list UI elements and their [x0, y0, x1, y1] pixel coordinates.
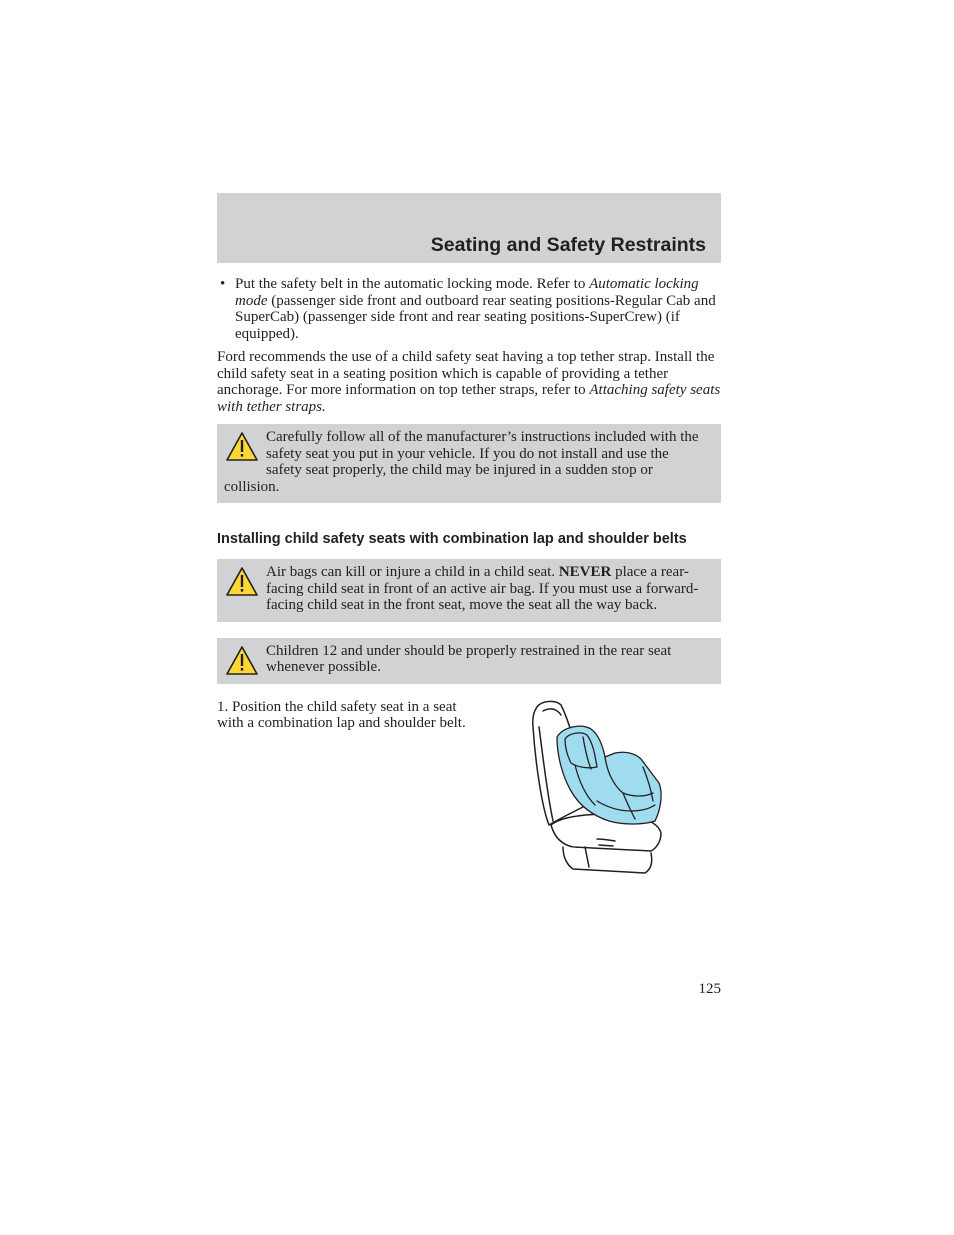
- warning-box-1: [217, 424, 721, 503]
- warning-triangle-icon: [224, 645, 260, 677]
- warning-2-text-continued: place a rear-facing child seat in front of an active air bag. If you must use a forward-facing child seat in the front seat, move the seat all the way back.: [266, 564, 699, 613]
- warning-2-text: Air bags can kill or injure a child in a child seat.: [266, 564, 559, 580]
- step-row: [217, 699, 721, 889]
- step-1-text: 1. Position the child safety seat in a seat with a combination lap and shoulder belt.: [217, 698, 466, 731]
- paragraph-tether-text: Ford recommends the use of a child safety seat having a top tether strap. Install the child safety seat in a seating position which is capable of providing a tether anchorage. For more information on top tether straps, refer to: [217, 349, 715, 398]
- bullet-item: [217, 276, 721, 342]
- warning-3-text: Children 12 and under should be properly restrained in the rear seat whenever possible.: [266, 642, 672, 675]
- section-heading: Installing child safety seats with combination lap and shoulder belts: [217, 531, 687, 547]
- warning-triangle-icon: [224, 566, 260, 598]
- warning-1-text: Carefully follow all of the manufacturer’s instructions included with the safety seat you put in your vehicle. If you do not install and use the safety seat properly, the child may be injured in a sudden stop or collision.: [224, 429, 699, 495]
- bullet-dot-icon: •: [220, 276, 226, 292]
- warning-triangle-icon: [224, 431, 260, 463]
- warning-2-bold: NEVER: [558, 564, 612, 580]
- page-content: [217, 276, 721, 889]
- bullet-text-italic: Automatic locking mode: [235, 276, 699, 309]
- bullet-text: Put the safety belt in the automatic locking mode. Refer to: [235, 276, 590, 292]
- paragraph-tether-italic: Attaching safety seats with tether straps.: [217, 382, 721, 415]
- page-number: 125: [698, 981, 721, 997]
- page-header: [217, 193, 721, 263]
- bullet-text-continued: (passenger side front and outboard rear seating positions-Regular Cab and SuperCab) (passenger side front and rear seating positions-SuperCrew) (if equipped).: [235, 292, 716, 342]
- child-safety-seat-illustration: [523, 697, 671, 875]
- page-title: Seating and Safety Restraints: [430, 234, 706, 256]
- paragraph-tether: [217, 349, 721, 415]
- warning-box-2: [217, 559, 721, 622]
- warning-box-3: [217, 638, 721, 684]
